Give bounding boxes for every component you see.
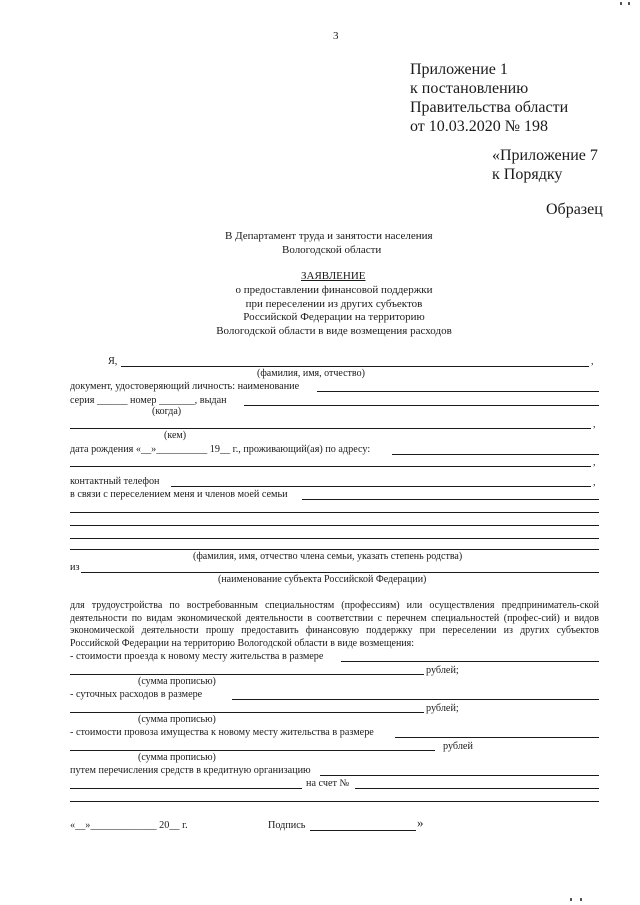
family-label: в связи с переселением меня и членов моей семьи xyxy=(70,489,288,500)
account-label: на счет № xyxy=(306,778,350,789)
page-number: 3 xyxy=(333,30,339,42)
rub-label-3: рублей xyxy=(443,741,473,752)
appendix7-block xyxy=(492,146,598,184)
bank-input-line[interactable] xyxy=(320,775,599,776)
sample-label: Образец xyxy=(546,201,603,218)
issued-by-input-line[interactable] xyxy=(70,428,591,429)
sum-hint-2: (сумма прописью) xyxy=(138,714,216,725)
fio-input-line[interactable] xyxy=(121,366,589,367)
closing-quote: » xyxy=(417,815,424,830)
appendix-line-1: Приложение 1 xyxy=(410,61,508,78)
i-label: Я, xyxy=(108,356,118,367)
appendix-block xyxy=(410,60,568,136)
region-input-line[interactable] xyxy=(81,572,599,573)
signature-input-line[interactable] xyxy=(310,830,416,831)
rub-label-1: рублей; xyxy=(426,665,459,676)
fio-comma: , xyxy=(591,356,594,367)
document-subtitle xyxy=(0,284,640,338)
issued-by-comma: , xyxy=(593,419,596,430)
appendix7-line-2: к Порядку xyxy=(492,166,563,183)
birth-label: дата рождения «__»__________ 19__ г., проживающий(ая) по адресу: xyxy=(70,444,371,455)
from-label: из xyxy=(70,562,80,573)
scan-mark xyxy=(580,898,582,901)
address-input-line-2[interactable] xyxy=(70,466,591,467)
region-hint: (наименование субъекта Российской Федерации) xyxy=(218,574,427,585)
travel-words-line[interactable] xyxy=(70,674,424,675)
scan-mark xyxy=(628,2,630,5)
family-input-line-1[interactable] xyxy=(302,499,599,500)
family-input-line-3[interactable] xyxy=(70,525,599,526)
appendix-line-2: к постановлению xyxy=(410,80,529,97)
daily-words-line[interactable] xyxy=(70,712,424,713)
fio-hint: (фамилия, имя, отчество) xyxy=(257,368,365,379)
doc-label: документ, удостоверяющий личность: наименование xyxy=(70,381,300,392)
issued-input-line[interactable] xyxy=(244,405,599,406)
subtitle-line-2: при переселении из других субъектов xyxy=(245,297,423,310)
transfer-label: путем перечисления средств в кредитную организацию xyxy=(70,765,311,776)
family-hint: (фамилия, имя, отчество члена семьи, указать степень родства) xyxy=(193,551,463,562)
date-field[interactable]: «__»_____________ 20__ г. xyxy=(70,820,188,831)
rub-label-2: рублей; xyxy=(426,703,459,714)
appendix-line-4: от 10.03.2020 № 198 xyxy=(410,118,549,135)
cargo-label: - стоимости провоза имущества к новому месту жительства в размере xyxy=(70,727,374,738)
family-input-line-5[interactable] xyxy=(70,549,599,550)
document-title: ЗАЯВЛЕНИЕ xyxy=(301,270,366,282)
account-input-line-2[interactable] xyxy=(70,801,599,802)
appendix7-line-1: «Приложение 7 xyxy=(492,147,598,164)
sum-hint-1: (сумма прописью) xyxy=(138,676,216,687)
travel-amount-line[interactable] xyxy=(341,661,599,662)
family-input-line-2[interactable] xyxy=(70,512,599,513)
signature-label: Подпись xyxy=(268,820,306,831)
subtitle-line-4: Вологодской области в виде возмещения расходов xyxy=(216,324,452,337)
cargo-amount-line[interactable] xyxy=(395,737,599,738)
appendix-line-3: Правительства области xyxy=(410,99,569,116)
scan-mark xyxy=(570,898,572,901)
addressee-line-2: Вологодской области xyxy=(282,244,382,256)
family-input-line-4[interactable] xyxy=(70,538,599,539)
when-hint: (когда) xyxy=(152,406,182,417)
daily-amount-line[interactable] xyxy=(232,699,599,700)
daily-label: - суточных расходов в размере xyxy=(70,689,203,700)
phone-comma: , xyxy=(593,477,596,488)
purpose-paragraph: для трудоустройства по востребованным специальностям (профессиям) или осуществления предприниматель-ской деятельности по видам экономической деятельности в соответствии с перечнем специальностей (профес-сий) и видов экономической деятельности прошу предоставить финансовую поддержку при переселении из других субъектов Российской Федерации на территорию Вологодской области в виде возмещения: xyxy=(70,600,599,649)
phone-input-line[interactable] xyxy=(171,486,591,487)
whom-hint: (кем) xyxy=(164,430,187,441)
series-label: серия ______ номер _______, выдан xyxy=(70,395,227,406)
bank-input-line-2[interactable] xyxy=(70,788,302,789)
travel-label: - стоимости проезда к новому месту жительства в размере xyxy=(70,651,324,662)
phone-label: контактный телефон xyxy=(70,476,160,487)
addressee-line-1: В Департамент труда и занятости населения xyxy=(225,230,433,242)
sum-hint-3: (сумма прописью) xyxy=(138,752,216,763)
account-input-line[interactable] xyxy=(355,788,599,789)
subtitle-line-1: о предоставлении финансовой поддержки xyxy=(235,284,433,296)
subtitle-line-3: Российской Федерации на территорию xyxy=(243,311,425,324)
address-input-line[interactable] xyxy=(392,454,599,455)
doc-name-input-line[interactable] xyxy=(317,391,599,392)
cargo-words-line[interactable] xyxy=(70,750,435,751)
address-comma: , xyxy=(593,457,596,468)
scan-mark xyxy=(620,2,622,5)
